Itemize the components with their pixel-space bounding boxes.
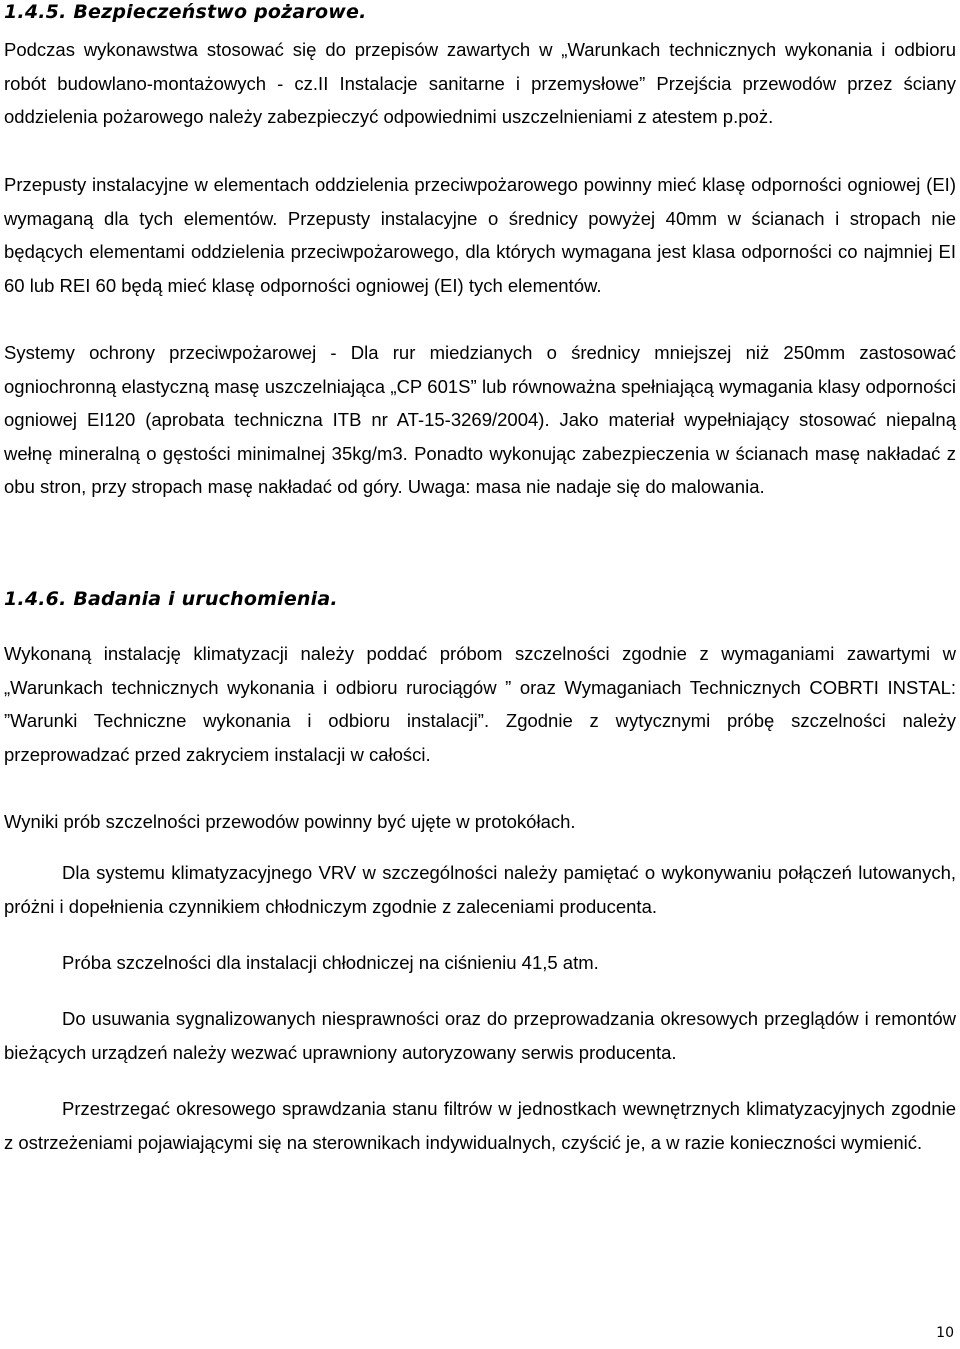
paragraph-vrv-system: Dla systemu klimatyzacyjnego VRV w szczególności należy pamiętać o wykonywaniu połączeń lutowanych, próżni i dopełnienia czynnikiem chłodniczym zgodnie z zaleceniami producenta. [4, 862, 956, 917]
paragraph-fire-protection-systems: Systemy ochrony przeciwpożarowej - Dla rur miedzianych o średnicy mniejszej niż 250mm zastosować ogniochronną elastyczną masę uszczelniająca „CP 601S” lub równoważna spełniającą wymagania klasy odporności ogniowej EI120 (aprobata techniczna ITB nr AT-15-3269/2004). Jako materiał wypełniający stosować niepalną wełnę mineralną o gęstości minimalnej 35kg/m3. Ponadto wykonując zabezpieczenia w ścianach masę nakładać z obu stron, przy stropach masę nakładać od góry. Uwaga: masa nie nadaje się do malowania. [4, 342, 956, 497]
paragraph-filter-inspection: Przestrzegać okresowego sprawdzania stanu filtrów w jednostkach wewnętrznych klimatyzacyjnych zgodnie z ostrzeżeniami pojawiającymi się na sterownikach indywidualnych, czyścić je, a w razie konieczności wymienić. [4, 1098, 956, 1153]
paragraph-fire-safety-regulations: Podczas wykonawstwa stosować się do przepisów zawartych w „Warunkach technicznych wykonania i odbioru robót budowlano-montażowych - cz.II Instalacje sanitarne i przemysłowe” Przejścia przewodów przez ściany oddzielenia pożarowego należy zabezpieczyć odpowiednimi uszczelnieniami z atestem p.poż. [4, 39, 956, 127]
paragraph-installation-penetrations: Przepusty instalacyjne w elementach oddzielenia przeciwpożarowego powinny mieć klasę odporności ogniowej (EI) wymaganą dla tych elementów. Przepusty instalacyjne o średnicy powyżej 40mm w ścianach i stropach nie będących elementami oddzielenia przeciwpożarowego, dla których wymagana jest klasa odporności co najmniej EI 60 lub REI 60 będą mieć klasę odporności ogniowej (EI) tych elementów. [4, 174, 956, 296]
section-heading-testing-commissioning: 1.4.6. Badania i uruchomienia. [4, 588, 338, 610]
paragraph-maintenance-service: Do usuwania sygnalizowanych niesprawności oraz do przeprowadzania okresowych przeglądów i remontów bieżących urządzeń należy wezwać uprawniony autoryzowany serwis producenta. [4, 1008, 956, 1063]
paragraph-pressure-tests: Wykonaną instalację klimatyzacji należy poddać próbom szczelności zgodnie z wymaganiami zawartymi w „Warunkach technicznych wykonania i odbioru rurociągów ” oraz Wymaganiach Technicznych COBRTI INSTAL: ”Warunki Techniczne wykonania i odbioru instalacji”. Zgodnie z wytycznymi próbę szczelności należy przeprowadzać przed zakryciem instalacji w całości. [4, 643, 956, 765]
page-number: 10 [936, 1325, 954, 1341]
section-heading-fire-safety: 1.4.5. Bezpieczeństwo pożarowe. [4, 1, 367, 23]
paragraph-test-results: Wyniki prób szczelności przewodów powinny być ujęte w protokółach. [4, 811, 576, 832]
paragraph-refrigerant-pressure-test: Próba szczelności dla instalacji chłodniczej na ciśnieniu 41,5 atm. [62, 952, 599, 973]
